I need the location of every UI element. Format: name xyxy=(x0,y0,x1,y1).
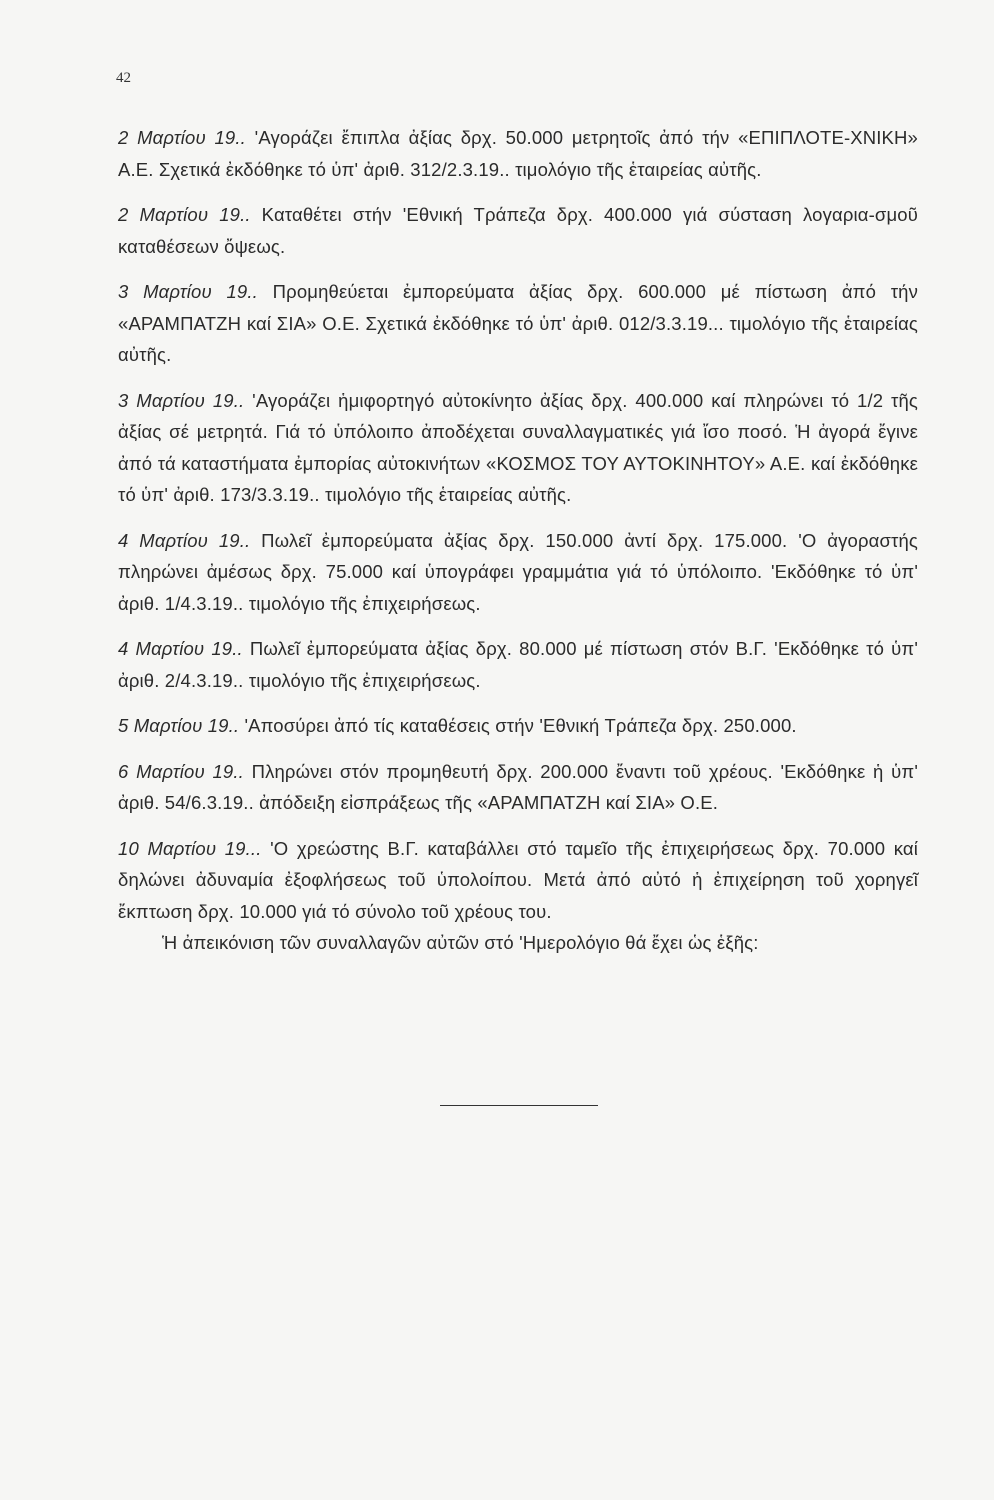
entry-date: 6 Μαρτίου 19.. xyxy=(118,760,244,782)
transaction-entry-8 xyxy=(118,756,918,819)
entry-text: Πωλεῖ ἐμπορεύματα ἀξίας δρχ. 150.000 ἀντί δρχ. 175.000. 'Ο ἀγοραστής πληρώνει ἀμέσως δρχ. 75.000 καί ὑπογράφει γραμμάτια γιά τό ὑπόλοιπο. 'Εκδόθηκε τό ὑπ' ἀριθ. 1/4.3.19.. τιμολόγιο τῆς ἐπιχειρήσεως. xyxy=(118,529,918,614)
entry-date: 4 Μαρτίου 19.. xyxy=(118,638,243,659)
transaction-entry-2 xyxy=(118,199,918,262)
entry-text: 'Αποσύρει ἀπό τίς καταθέσεις στήν 'Εθνική Τράπεζα δρχ. 250.000. xyxy=(239,715,797,736)
closing-paragraph: Ἡ ἀπεικόνιση τῶν συναλλαγῶν αὐτῶν στό 'Ημερολόγιο θά ἔχει ὡς ἑξῆς: xyxy=(162,932,759,953)
transaction-entry-5 xyxy=(118,525,918,620)
entry-text: Προμηθεύεται ἐμπορεύματα ἀξίας δρχ. 600.000 μέ πίστωση ἀπό τήν «ΑΡΑΜΠΑΤΖΗ καί ΣΙΑ» Ο.Ε. Σχετικά ἐκδόθηκε τό ὑπ' ἀριθ. 012/3.3.19... τιμολόγιο τῆς ἑταιρείας αὐτῆς. xyxy=(118,281,919,365)
entry-date: 10 Μαρτίου 19... xyxy=(118,837,262,859)
entry-text: Καταθέτει στήν 'Εθνική Τράπεζα δρχ. 400.000 γιά σύσταση λογαρια-σμοῦ καταθέσεων ὄψεως. xyxy=(118,204,918,257)
entry-date: 4 Μαρτίου 19.. xyxy=(118,529,251,551)
entry-date: 3 Μαρτίου 19.. xyxy=(118,281,258,302)
transaction-entry-6 xyxy=(118,633,918,696)
entry-date: 5 Μαρτίου 19.. xyxy=(118,715,240,736)
section-divider xyxy=(440,1105,598,1106)
transaction-entry-1 xyxy=(118,122,918,185)
entry-date: 2 Μαρτίου 19.. xyxy=(118,127,246,148)
transaction-entry-9 xyxy=(118,833,918,928)
entry-date: 2 Μαρτίου 19.. xyxy=(118,204,251,225)
entry-text: Πωλεῖ ἐμπορεύματα ἀξίας δρχ. 80.000 μέ πίστωση στόν Β.Γ. 'Εκδόθηκε τό ὑπ' ἀριθ. 2/4.3.19.. τιμολόγιο τῆς ἐπιχειρήσεως. xyxy=(118,638,918,691)
entry-text: Πληρώνει στόν προμηθευτή δρχ. 200.000 ἔναντι τοῦ χρέους. 'Εκδόθηκε ἡ ὑπ' ἀριθ. 54/6.3.19.. ἀπόδειξη εἰσπράξεως τῆς «ΑΡΑΜΠΑΤΖΗ καί ΣΙΑ» Ο.Ε. xyxy=(118,760,919,813)
transaction-entry-4 xyxy=(118,385,918,511)
entry-text: 'Αγοράζει ἡμιφορτηγό αὐτοκίνητο ἀξίας δρχ. 400.000 καί πληρώνει τό 1/2 τῆς ἀξίας σέ μετρητά. Γιά τό ὑπόλοιπο ἀποδέχεται συναλλαγματικές γιά ἴσο ποσό. Ἡ ἀγορά ἔγινε ἀπό τά καταστήματα ἐμπορίας αὐτοκινήτων «ΚΟΣΜΟΣ ΤΟΥ ΑΥΤΟΚΙΝΗΤΟΥ» Α.Ε. καί ἐκδόθηκε τό ὑπ' ἀριθ. 173/3.3.19.. τιμολόγιο τῆς ἑταιρείας αὐτῆς. xyxy=(118,389,918,505)
entry-text: 'Ο χρεώστης Β.Γ. καταβάλλει στό ταμεῖο τῆς ἐπιχειρήσεως δρχ. 70.000 καί δηλώνει ἀδυναμία ἐξοφλήσεως τοῦ ὑπολοίπου. Μετά ἀπό αὐτό ἡ ἐπιχείρηση τοῦ χορηγεῖ ἔκπτωση δρχ. 10.000 γιά τό σύνολο τοῦ χρέους του. xyxy=(118,837,918,922)
transaction-entry-7 xyxy=(118,710,918,742)
transaction-entry-3 xyxy=(118,276,918,371)
page-content xyxy=(118,122,918,959)
entry-text: 'Αγοράζει ἔπιπλα ἀξίας δρχ. 50.000 μετρητοῖς ἀπό τήν «ΕΠΙΠΛΟΤΕ-ΧΝΙΚΗ» Α.Ε. Σχετικά ἐκδόθηκε τό ὑπ' ἀριθ. 312/2.3.19.. τιμολόγιο τῆς ἑταιρείας αὐτῆς. xyxy=(118,127,918,180)
page-number: 42 xyxy=(116,70,131,86)
entry-date: 3 Μαρτίου 19.. xyxy=(118,389,245,411)
